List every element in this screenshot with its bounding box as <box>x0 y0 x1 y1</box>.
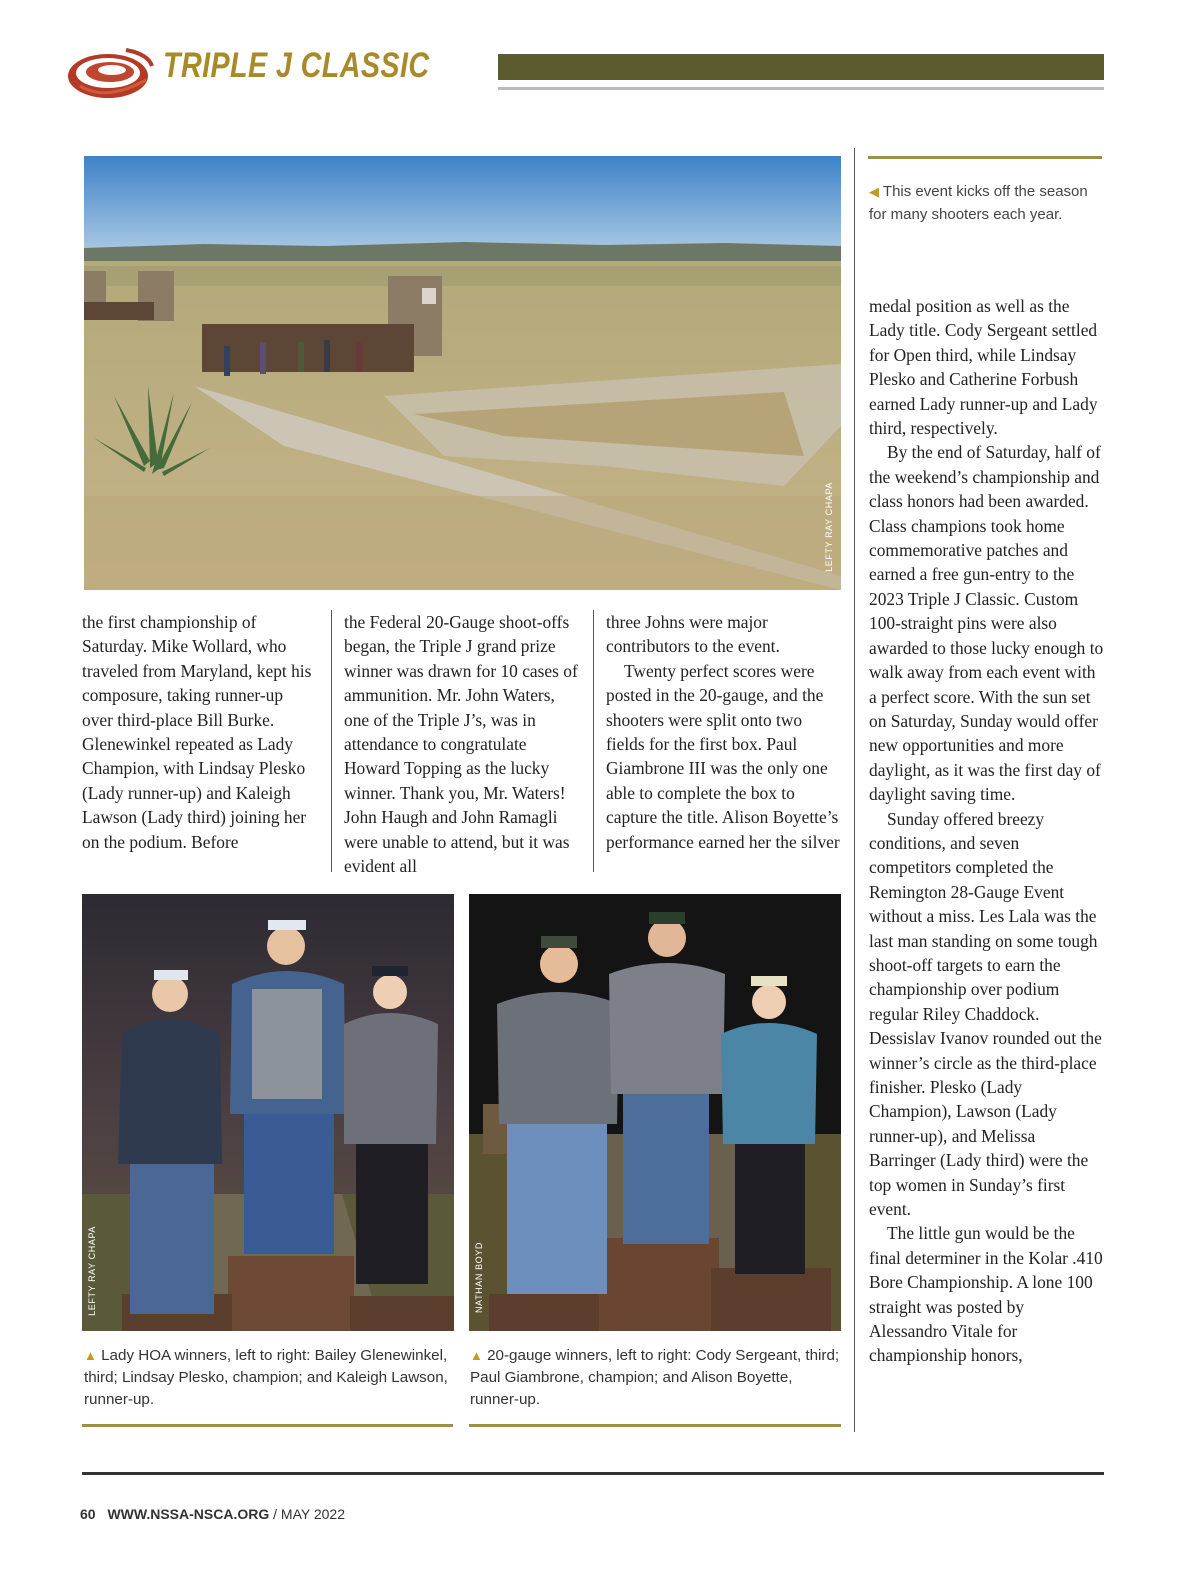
photo-caption-right <box>470 1345 842 1411</box>
paragraph: the Federal 20-Gauge shoot-offs began, the Triple J grand prize winner was drawn for 10 cases of ammunition. Mr. John Waters, one of the Triple J’s, was in attendance to congratulate Howard Topping as the lucky winner. Thank you, Mr. Waters! John Haugh and John Ramagli were unable to attend, but it was evident all <box>344 612 578 877</box>
article-column-4 <box>869 294 1105 1368</box>
range-landscape-photo <box>84 156 841 590</box>
paragraph: three Johns were major contributors to the event. <box>606 612 780 657</box>
column-divider <box>593 610 594 872</box>
side-caption-text: This event kicks off the season for many shooters each year. <box>869 183 1088 223</box>
lady-hoa-winners-photo <box>82 894 454 1331</box>
triangle-up-icon: ▲ <box>470 1348 483 1363</box>
header-rule <box>498 87 1104 90</box>
clay-target-logo-icon <box>66 40 156 102</box>
article-column-2 <box>344 610 580 878</box>
caption-rule <box>469 1424 841 1427</box>
photo-caption-left <box>84 1345 454 1411</box>
triangle-left-icon: ◀ <box>869 184 879 199</box>
section-title: TRIPLE J CLASSIC <box>163 46 430 85</box>
paragraph: the first championship of Saturday. Mike Wollard, who traveled from Maryland, kept his composure, taking runner-up over third-place Bill Burke. Glenewinkel repeated as Lady Champion, with Lindsay Plesko (Lady runner-up) and Kaleigh Lawson (Lady third) joining her on the podium. Before <box>82 612 312 852</box>
column-divider <box>331 610 332 872</box>
caption-text: 20-gauge winners, left to right: Cody Sergeant, third; Paul Giambrone, champion; and Alison Boyette, runner-up. <box>470 1347 840 1408</box>
paragraph: Twenty perfect scores were posted in the 20-gauge, and the shooters were split onto two fields for the first box. Paul Giambrone III was the only one able to complete the box to capture the title. Alison Boyette’s performance earned her the silver <box>606 660 840 852</box>
issue-date: MAY 2022 <box>280 1506 345 1522</box>
photo-credit: LEFTY RAY CHAPA <box>87 1226 97 1316</box>
paragraph: The little gun would be the final determiner in the Kolar .410 Bore Championship. A lone 100 straight was posted by Alessandro Vitale for championship honors, <box>869 1223 1103 1366</box>
caption-text: Lady HOA winners, left to right: Bailey Glenewinkel, third; Lindsay Plesko, champion; and Kaleigh Lawson, runner-up. <box>84 1347 448 1408</box>
footer <box>80 1506 345 1522</box>
side-caption <box>869 181 1105 226</box>
triangle-up-icon: ▲ <box>84 1348 97 1363</box>
20-gauge-winners-photo <box>469 894 841 1331</box>
article-column-3 <box>606 610 840 854</box>
paragraph: Sunday offered breezy conditions, and seven competitors completed the Remington 28-Gauge Event without a miss. Les Lala was the last man standing on some tough shoot-off targets to earn the championship over podium regular Riley Chaddock. Dessislav Ivanov rounded out the winner’s circle as the third-place finisher. Plesko (Lady Champion), Lawson (Lady runner-up), and Melissa Barringer (Lady third) were the top women in Sunday’s first event. <box>869 808 1102 1220</box>
column-divider <box>854 148 855 1432</box>
footer-rule <box>82 1472 1104 1475</box>
caption-rule <box>82 1424 453 1427</box>
article-column-1 <box>82 610 312 854</box>
photo-credit: NATHAN BOYD <box>474 1242 484 1313</box>
page-number: 60 <box>80 1506 96 1522</box>
paragraph: By the end of Saturday, half of the weekend’s championship and class honors had been awarded. Class champions took home commemorative patches and earned a free gun-entry to the 2023 Triple J Classic. Custom 100-straight pins were also awarded to those lucky enough to walk away from each event with a perfect score. With the sun set on Saturday, Sunday would offer new opportunities and more daylight, as it was the first day of daylight saving time. <box>869 442 1104 805</box>
website-link[interactable]: WWW.NSSA-NSCA.ORG <box>107 1506 270 1522</box>
caption-rule <box>868 156 1102 159</box>
photo-credit: LEFTY RAY CHAPA <box>824 482 834 572</box>
paragraph: medal position as well as the Lady title. Cody Sergeant settled for Open third, while Lindsay Plesko and Catherine Forbush earned Lady runner-up and Lady third, respectively. <box>869 296 1098 439</box>
header-bar <box>498 54 1104 80</box>
footer-separator: / <box>269 1506 281 1522</box>
